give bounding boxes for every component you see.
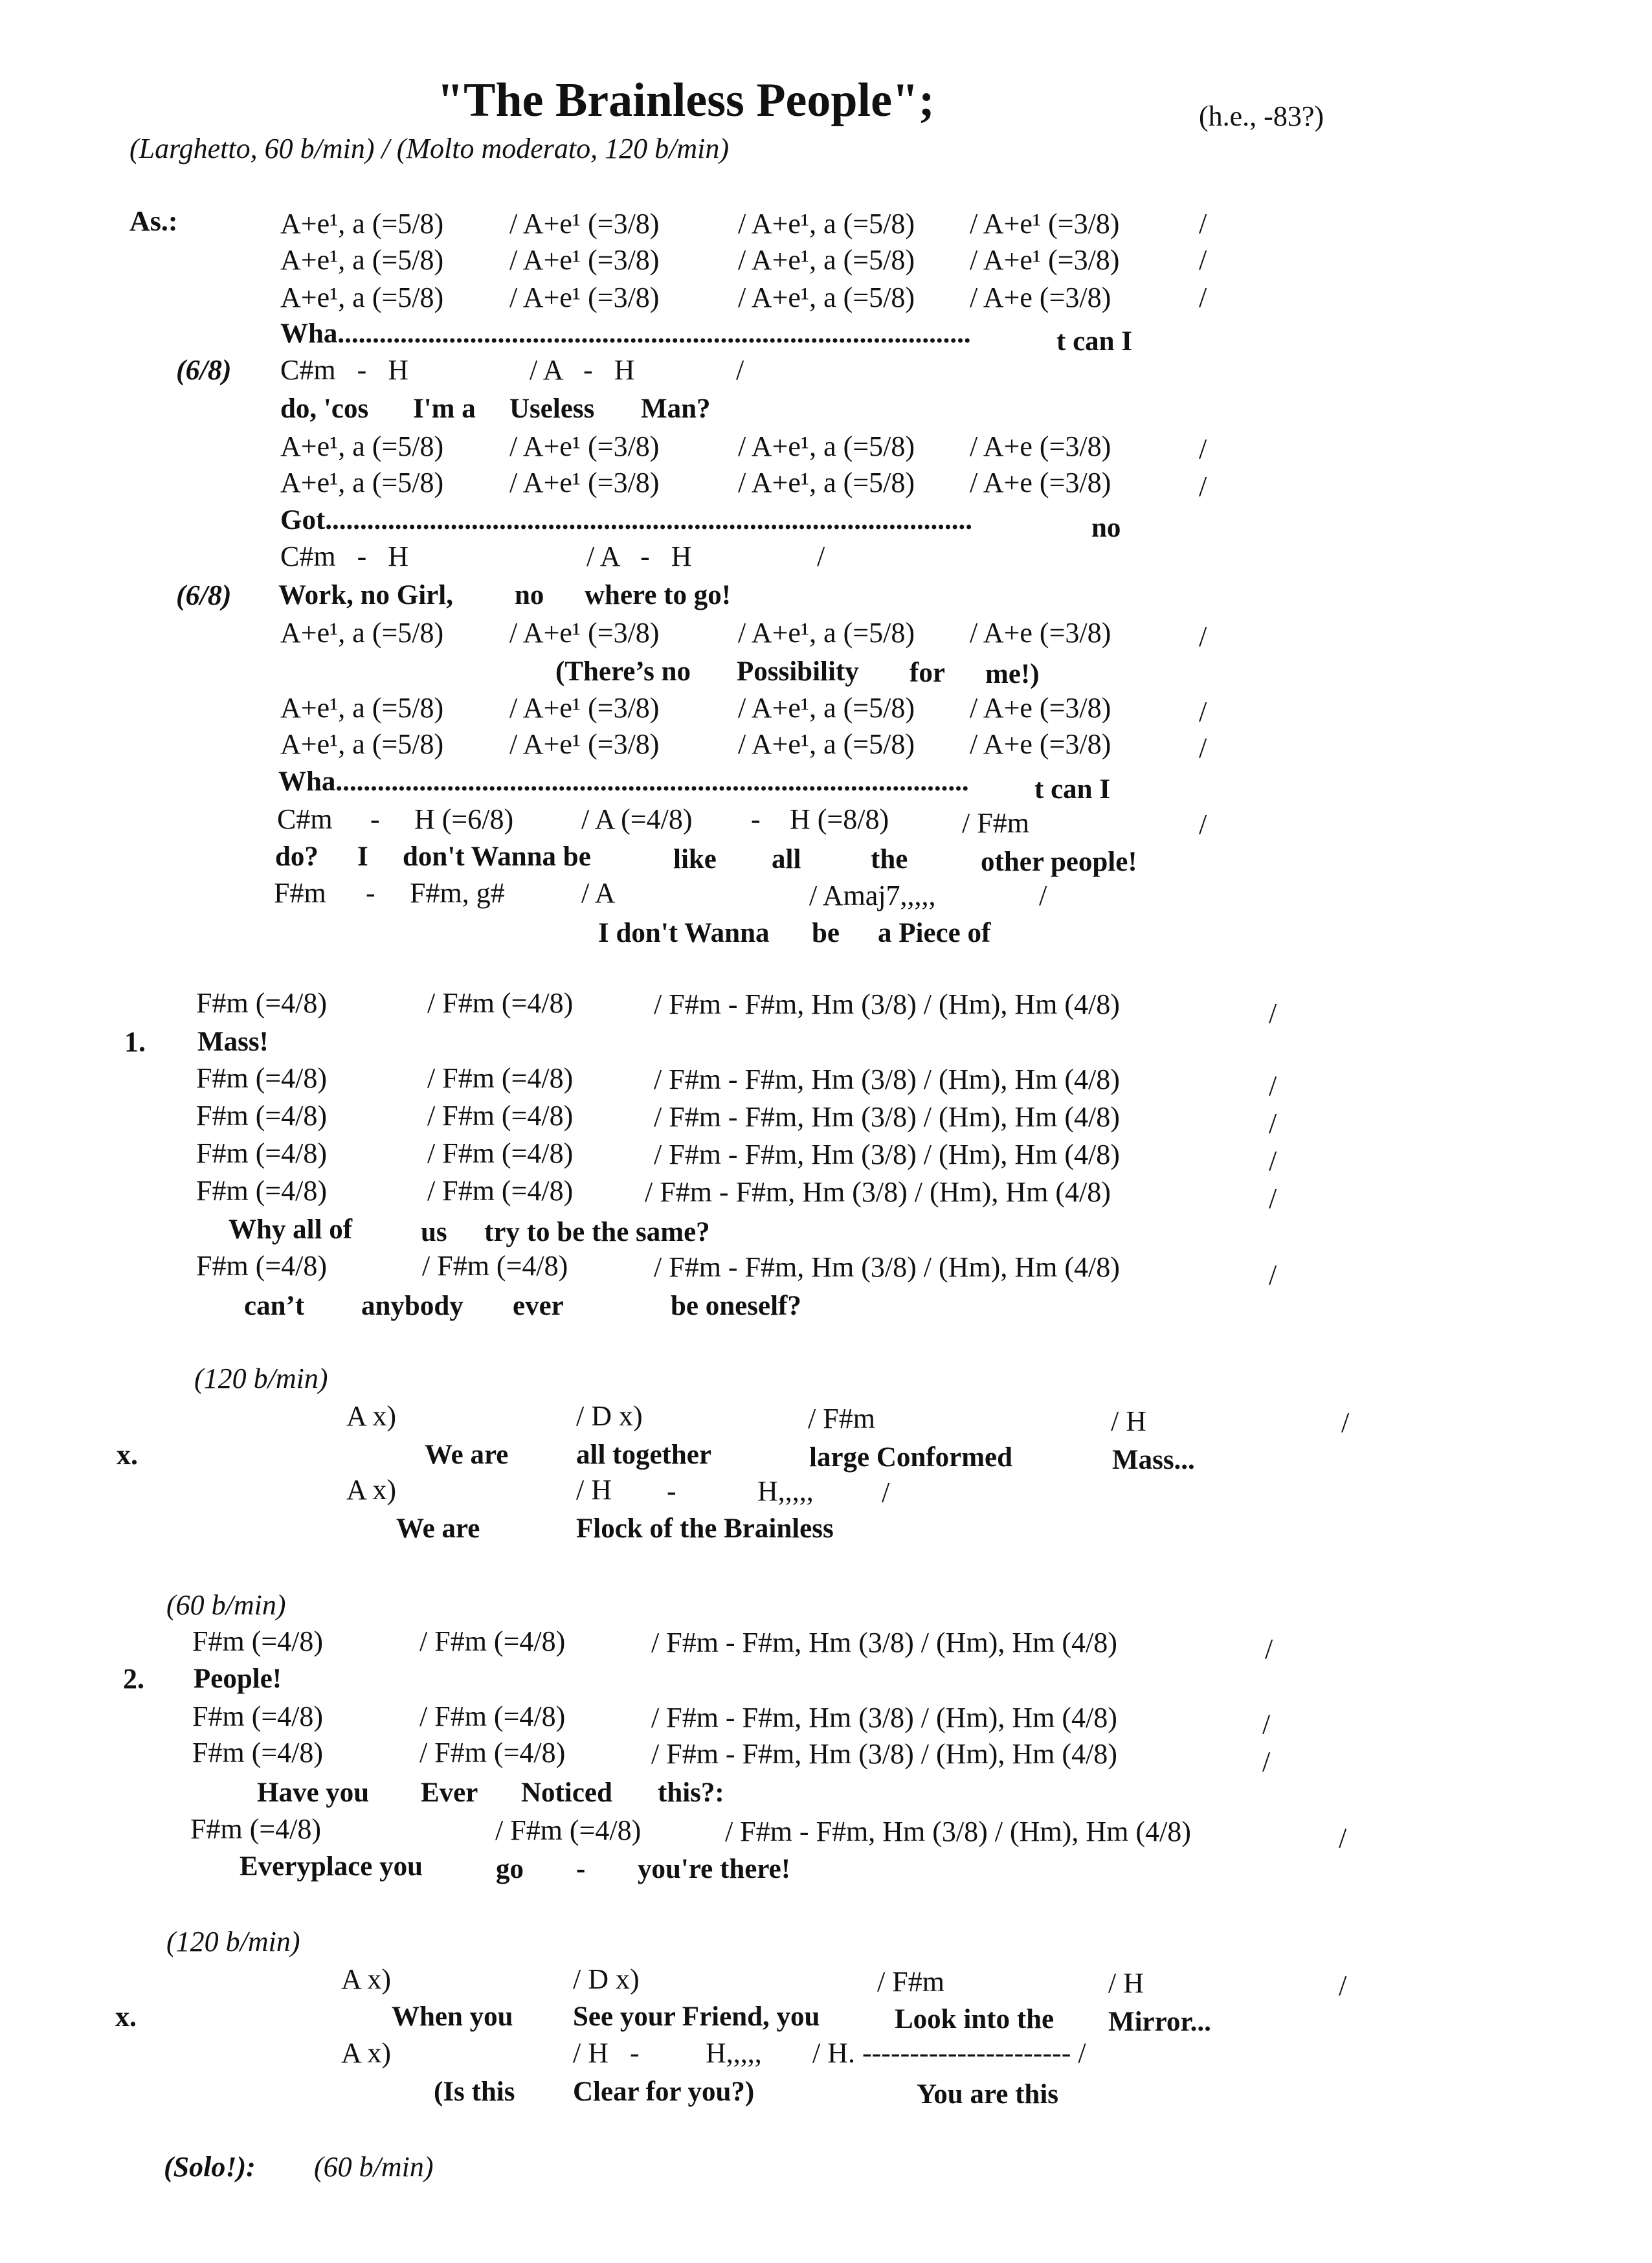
bar-line: / [1199,621,1207,652]
chord: / F#m [877,1966,944,1998]
lyric: where to go! [585,580,731,610]
bar-line: / [1199,244,1207,276]
bar-line: / [1269,1145,1277,1177]
chord: A+e¹, a (=5/8) [280,617,444,649]
bar-line: / [1199,208,1207,240]
bar-line: / [882,1477,890,1508]
bar-line: / [1339,1970,1347,2001]
chord: / A+e¹ (=3/8) [509,282,660,313]
chord: / A+e¹, a (=5/8) [738,617,915,649]
chord: F#m (=4/8) [190,1813,322,1845]
time-signature: (6/8) [176,579,232,611]
lyric: You are this [917,2079,1059,2110]
lyric: t can I [1056,326,1133,357]
chord: / H [1108,1967,1144,1999]
chord: / F#m (=4/8) [427,1062,574,1094]
chorus-mark: x. [117,1439,138,1471]
bar-line: / [1269,1183,1277,1214]
lyric: Man? [641,394,711,424]
chord: / H [1111,1405,1146,1437]
chord: A x) [341,1963,391,1995]
chord: / A+e¹, a (=5/8) [738,467,915,498]
chord: / A+e¹ (=3/8) [509,244,660,276]
chord: / F#m (=4/8) [495,1814,642,1846]
lyric: Wha........................................................................................... [280,318,971,349]
chord: H,,,,, [706,2037,762,2069]
bar-line: / [1262,1746,1271,1778]
lyric: Mass... [1112,1445,1195,1475]
tempo-change: (120 b/min) [194,1363,328,1394]
chord: F#m (=4/8) [196,1250,328,1282]
chord: A+e¹, a (=5/8) [280,692,444,724]
chord: / A+e¹, a (=5/8) [738,244,915,276]
lyric: do? [275,842,318,872]
lyric: When you [392,2001,513,2032]
chord: / A+e¹ (=3/8) [509,617,660,649]
lyric: t can I [1034,774,1111,805]
chord: / F#m - F#m, Hm (3/8) / (Hm), Hm (4/8) [654,1139,1120,1170]
bar-line: / [1199,808,1207,840]
lyric: Useless [509,394,595,424]
chord: / F#m - F#m, Hm (3/8) / (Hm), Hm (4/8) [651,1702,1117,1733]
chord: / F#m - F#m, Hm (3/8) / (Hm), Hm (4/8) [725,1816,1191,1847]
chord: / F#m (=4/8) [427,1100,574,1132]
chord: F#m [274,877,326,909]
lyric: try to be the same? [484,1217,710,1247]
lyric: We are [396,1513,480,1544]
lyric: Mass! [197,1027,269,1057]
chord: / D x) [576,1400,643,1432]
lyric: Noticed [521,1778,612,1808]
lyric: Work, no Girl, [278,580,453,610]
lyric: all [772,844,801,875]
chord: / A+e¹ (=3/8) [970,244,1120,276]
chord: / F#m (=4/8) [419,1625,566,1657]
chord: F#m (=4/8) [196,987,328,1019]
bar-line: / [1269,1108,1277,1139]
lyric: a Piece of [878,918,991,948]
lyric: be oneself? [671,1291,801,1321]
lyric: other people! [981,847,1137,877]
chord: A+e¹, a (=5/8) [280,430,444,462]
chord: C#m - H [280,541,408,572]
lyric: large Conformed [809,1442,1013,1473]
intro-label: As.: [129,205,178,237]
chord: F#m (=4/8) [192,1737,324,1768]
bar-line: / [1199,471,1207,502]
chord: F#m, g# [410,877,505,909]
chord: / [1039,880,1047,911]
chord: / F#m - F#m, Hm (3/8) / (Hm), Hm (4/8) [651,1627,1117,1658]
chord: / H - [573,2037,640,2069]
tempo-change: (120 b/min) [166,1926,300,1957]
lyric: don't Wanna be [403,842,591,872]
bar-line: / [1269,1070,1277,1102]
lyric: Wha........................................................................................... [278,766,969,797]
chord: / A+e (=3/8) [970,728,1111,760]
lyric: go [496,1854,524,1884]
tempo-change: (60 b/min) [166,1589,286,1621]
bar-line: / [1199,732,1207,764]
chord: / F#m (=4/8) [419,1737,566,1768]
bar-line: / [1199,282,1207,313]
lyric: People! [194,1664,282,1694]
chorus-mark: x. [115,2001,137,2033]
chord: / A+e (=3/8) [970,430,1111,462]
chord: C#m - H [280,354,408,386]
chord: A+e¹, a (=5/8) [280,728,444,760]
lyric: See your Friend, you [573,2001,820,2032]
lyric: (There’s no [555,656,691,687]
chord: A+e¹, a (=5/8) [280,467,444,498]
bar-line: / [1341,1407,1350,1438]
lyric: be [812,918,840,948]
lyric: Mirror... [1108,2007,1211,2037]
chord: / F#m (=4/8) [427,987,574,1019]
chord: H (=6/8) [414,803,514,835]
lyric: Have you [257,1778,370,1808]
lyric: (Is this [434,2077,515,2107]
chord: H (=8/8) [790,803,889,835]
chord: / A - H [586,541,692,572]
chord: / [817,541,825,572]
chord: H,,,,, [757,1475,814,1507]
chord: - [366,877,375,909]
lyric: this?: [658,1778,724,1808]
chord: / A+e¹ (=3/8) [970,208,1120,240]
chord: / F#m (=4/8) [427,1175,574,1207]
chord: F#m (=4/8) [192,1700,324,1732]
lyric: do, 'cos [280,394,369,424]
chord: / A+e¹, a (=5/8) [738,728,915,760]
chord: / F#m [808,1403,875,1434]
lyric: no [1091,513,1121,543]
verse-number: 1. [124,1026,146,1058]
tempo-change: (60 b/min) [314,2151,434,2183]
chord: A+e¹, a (=5/8) [280,282,444,313]
chord: A+e¹, a (=5/8) [280,244,444,276]
lyric: no [515,580,544,610]
lyric: us [421,1217,447,1247]
lyric: you're there! [638,1854,791,1884]
chord: / F#m (=4/8) [422,1250,568,1282]
bar-line: / [1265,1633,1273,1665]
chord: F#m (=4/8) [192,1625,324,1657]
lyric: can’t [244,1291,305,1321]
lyric: me!) [985,659,1040,689]
chord: / A - H [530,354,635,386]
chord: / F#m - F#m, Hm (3/8) / (Hm), Hm (4/8) [654,988,1120,1020]
chord: / F#m - F#m, Hm (3/8) / (Hm), Hm (4/8) [651,1738,1117,1770]
chord: / F#m (=4/8) [419,1700,566,1732]
author-credit: (h.e., -83?) [1199,100,1324,132]
lyric: Everyplace you [240,1851,423,1882]
bar-line: / [1199,433,1207,465]
chord: / F#m - F#m, Hm (3/8) / (Hm), Hm (4/8) [654,1251,1120,1283]
chord: / A+e¹, a (=5/8) [738,692,915,724]
lyric: We are [425,1440,509,1470]
chord: / A+e¹ (=3/8) [509,430,660,462]
lyric: - [576,1854,586,1884]
chord: / A+e¹, a (=5/8) [738,208,915,240]
chord: - [370,803,380,835]
bar-line: / [1339,1822,1347,1854]
chord: / H [576,1474,612,1506]
chord: / A+e (=3/8) [970,282,1111,313]
chord: / A+e¹, a (=5/8) [738,282,915,313]
solo-label: (Solo!): [164,2151,256,2183]
song-title: "The Brainless People"; [437,74,935,127]
lyric: Why all of [229,1214,353,1245]
bar-line: / [1199,696,1207,728]
chord: / A+e (=3/8) [970,692,1111,724]
chord: / H. ---------------------- / [812,2037,1086,2069]
lyric: ever [513,1291,564,1321]
chord: / Amaj7,,,,, [809,880,936,911]
chord: / A [581,877,616,909]
time-signature: (6/8) [176,354,232,386]
lyric: Got............................................................................................. [280,505,973,535]
bar-line: / [1269,998,1277,1029]
chord: / F#m - F#m, Hm (3/8) / (Hm), Hm (4/8) [654,1101,1120,1133]
chord: / F#m [962,807,1029,839]
chord: A x) [341,2037,391,2069]
chord: F#m (=4/8) [196,1175,328,1207]
chord: / F#m - F#m, Hm (3/8) / (Hm), Hm (4/8) [654,1064,1120,1095]
lyric: Ever [421,1778,478,1808]
lyric: Possibility [737,656,859,687]
bar-line: / [1269,1259,1277,1291]
chord: / A+e¹ (=3/8) [509,467,660,498]
lyric: I don't Wanna [598,918,770,948]
tempo-marking: (Larghetto, 60 b/min) / (Molto moderato, 120 b/min) [129,133,729,164]
chord: A+e¹, a (=5/8) [280,208,444,240]
chord: / [736,354,744,386]
verse-number: 2. [123,1663,144,1695]
chord: / A (=4/8) [581,803,693,835]
chord: / A+e¹, a (=5/8) [738,430,915,462]
chord: A x) [346,1400,396,1432]
chord: / A+e¹ (=3/8) [509,208,660,240]
chord: / F#m (=4/8) [427,1137,574,1169]
lyric: like [673,844,717,875]
chord: / F#m - F#m, Hm (3/8) / (Hm), Hm (4/8) [645,1176,1111,1208]
chord: F#m (=4/8) [196,1062,328,1094]
chord: C#m [277,803,333,835]
chord: / A+e¹ (=3/8) [509,692,660,724]
chord: / A+e (=3/8) [970,617,1111,649]
lyric: all together [576,1440,711,1470]
lyric: Look into the [895,2004,1055,2034]
lyric: I [357,842,368,872]
lyric: for [910,658,945,688]
lyric: Flock of the Brainless [576,1513,834,1544]
chord: F#m (=4/8) [196,1100,328,1132]
chord: - [667,1475,676,1507]
bar-line: / [1262,1708,1271,1740]
chord: - [751,803,761,835]
lyric: anybody [361,1291,463,1321]
lyric: I'm a [413,394,476,424]
chord: / D x) [573,1963,640,1995]
chord: F#m (=4/8) [196,1137,328,1169]
lyric: the [871,844,908,875]
lyric: Clear for you?) [573,2077,755,2107]
chord: A x) [346,1474,396,1506]
chord: / A+e¹ (=3/8) [509,728,660,760]
chord: / A+e (=3/8) [970,467,1111,498]
